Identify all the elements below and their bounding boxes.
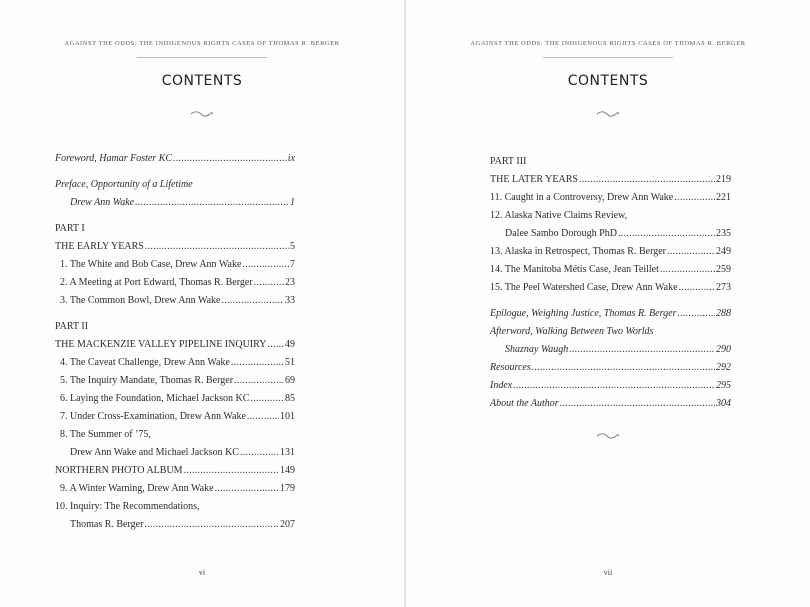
toc-chapter[interactable]: 5. The Inquiry Mandate, Thomas R. Berger ..... 69 <box>55 372 295 390</box>
toc-part-heading: PART II <box>55 321 89 332</box>
toc-chapter[interactable]: 6. Laying the Foundation, Michael Jackson KC ..... 85 <box>55 390 295 408</box>
toc-chapter[interactable]: 8. The Summer of ’75, <box>60 429 151 440</box>
flourish-ornament <box>190 110 214 118</box>
toc-left <box>55 150 295 534</box>
toc-part-heading: PART III <box>490 156 527 167</box>
toc-chapter[interactable]: 11. Caught in a Controversy, Drew Ann Wake ..... 221 <box>490 189 731 207</box>
left-page <box>0 0 404 607</box>
toc-chapter[interactable]: 15. The Peel Watershed Case, Drew Ann Wake ..... 273 <box>490 279 731 297</box>
right-page <box>406 0 810 607</box>
toc-entry-index[interactable]: Index ..... 295 <box>490 377 731 395</box>
flourish-ornament <box>596 432 620 440</box>
header-rule <box>543 57 673 58</box>
toc-section-inquiry[interactable]: THE MACKENZIE VALLEY PIPELINE INQUIRY ..... 49 <box>55 336 295 354</box>
toc-entry-resources[interactable]: Resources ..... 292 <box>490 359 731 377</box>
running-header: AGAINST THE ODDS: THE INDIGENOUS RIGHTS CASES OF THOMAS R. BERGER <box>470 40 746 47</box>
page-number: vi <box>198 568 206 577</box>
toc-entry-afterword-author[interactable]: Shaznay Waugh ..... 290 <box>490 341 731 359</box>
contents-title: CONTENTS <box>161 73 243 89</box>
flourish-ornament <box>596 110 620 118</box>
toc-right <box>490 153 731 413</box>
toc-entry-afterword[interactable]: Afterword, Walking Between Two Worlds <box>490 326 654 337</box>
toc-chapter[interactable]: 1. The White and Bob Case, Drew Ann Wake ..... 7 <box>55 256 295 274</box>
contents-title: CONTENTS <box>567 73 649 89</box>
toc-chapter[interactable]: 4. The Caveat Challenge, Drew Ann Wake ..... 51 <box>55 354 295 372</box>
running-header: AGAINST THE ODDS: THE INDIGENOUS RIGHTS CASES OF THOMAS R. BERGER <box>64 40 340 47</box>
toc-section-later-years[interactable]: THE LATER YEARS ..... 219 <box>490 171 731 189</box>
toc-chapter[interactable]: 9. A Winter Warning, Drew Ann Wake ..... 179 <box>55 480 295 498</box>
toc-entry-preface[interactable]: Preface, Opportunity of a Lifetime <box>55 179 193 190</box>
toc-chapter-author[interactable]: Thomas R. Berger ..... 207 <box>55 516 295 534</box>
toc-chapter[interactable]: 7. Under Cross-Examination, Drew Ann Wake ..... 101 <box>55 408 295 426</box>
toc-section-photo-album[interactable]: NORTHERN PHOTO ALBUM ..... 149 <box>55 462 295 480</box>
toc-chapter[interactable]: 3. The Common Bowl, Drew Ann Wake ..... 33 <box>55 292 295 310</box>
toc-chapter[interactable]: 12. Alaska Native Claims Review, <box>490 210 628 221</box>
page-number: vii <box>603 568 613 577</box>
toc-entry-preface-author[interactable]: Drew Ann Wake ..... 1 <box>55 194 295 212</box>
toc-section-early-years[interactable]: THE EARLY YEARS ..... 5 <box>55 238 295 256</box>
toc-chapter[interactable]: 2. A Meeting at Port Edward, Thomas R. Berger ..... 23 <box>55 274 295 292</box>
toc-chapter-authors[interactable]: Drew Ann Wake and Michael Jackson KC ..... 131 <box>55 444 295 462</box>
toc-chapter[interactable]: 13. Alaska in Retrospect, Thomas R. Berger ..... 249 <box>490 243 731 261</box>
header-rule <box>137 57 267 58</box>
toc-entry-epilogue[interactable]: Epilogue, Weighing Justice, Thomas R. Berger ..... 288 <box>490 305 731 323</box>
toc-chapter-author[interactable]: Dalee Sambo Dorough PhD ..... 235 <box>490 225 731 243</box>
toc-chapter[interactable]: 10. Inquiry: The Recommendations, <box>55 501 200 512</box>
toc-chapter[interactable]: 14. The Manitoba Métis Case, Jean Teillet ..... 259 <box>490 261 731 279</box>
toc-entry-about-author[interactable]: About the Author ..... 304 <box>490 395 731 413</box>
toc-part-heading: PART I <box>55 223 85 234</box>
toc-entry-foreword[interactable]: Foreword, Hamar Foster KC ..... ix <box>55 150 295 168</box>
